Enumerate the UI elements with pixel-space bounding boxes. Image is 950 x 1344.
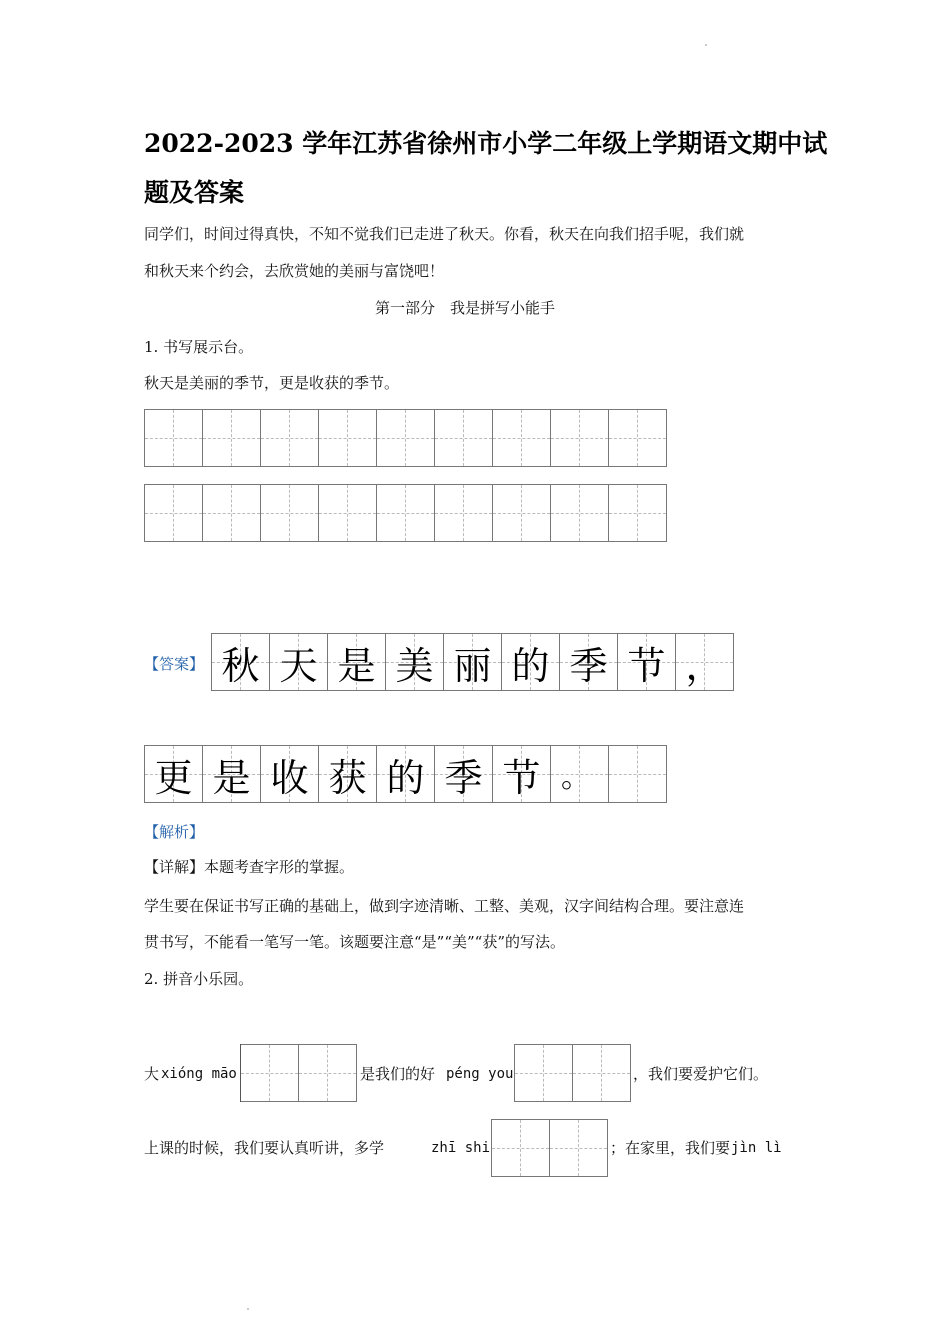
answer-cell [502, 633, 560, 691]
pinyin-answer-box-1 [240, 1044, 357, 1102]
grid-cell[interactable] [299, 1044, 357, 1102]
pinyin-answer-box-2 [514, 1044, 631, 1102]
q2-line2-prefix: 上课的时候，我们要认真听讲，多学 [144, 1139, 385, 1157]
answer-char: 。 [561, 760, 591, 795]
q2-pinyin-xiongmao: xióng māo [161, 1066, 237, 1082]
question-1-sentence: 秋天是美丽的季节，更是收获的季节。 [144, 374, 400, 392]
answer-char: 更 [154, 755, 193, 800]
answer-char: 秋 [221, 643, 260, 688]
grid-cell[interactable] [515, 1044, 573, 1102]
writing-grid-row-1 [144, 409, 667, 467]
answer-cell [377, 745, 435, 803]
grid-cell[interactable] [551, 484, 609, 542]
answer-char: ， [685, 643, 724, 688]
answer-cell [328, 633, 386, 691]
grid-cell[interactable] [203, 409, 261, 467]
writing-grid-row-2 [144, 484, 667, 542]
answer-cell [261, 745, 319, 803]
grid-cell[interactable] [435, 484, 493, 542]
grid-cell[interactable] [145, 409, 203, 467]
answer-char: 的 [511, 643, 550, 688]
grid-cell[interactable] [609, 409, 667, 467]
page-title-line2: 题及答案 [144, 178, 245, 207]
grid-cell[interactable] [241, 1044, 299, 1102]
answer-cell [212, 633, 270, 691]
answer-char: 是 [212, 755, 251, 800]
answer-cell [618, 633, 676, 691]
explanation-line-1: 学生要在保证书写正确的基础上，做到字迹清晰、工整、美观，汉字间结构合理。要注意连 [144, 897, 745, 915]
answer-cell [493, 745, 551, 803]
answer-cell [319, 745, 377, 803]
grid-cell[interactable] [377, 484, 435, 542]
grid-cell[interactable] [493, 484, 551, 542]
question-2-label: 2. 拼音小乐园。 [144, 970, 254, 988]
grid-cell[interactable] [550, 1119, 608, 1177]
grid-cell[interactable] [319, 409, 377, 467]
answer-cell [145, 745, 203, 803]
answer-grid-row-2 [144, 745, 667, 803]
intro-line-1: 同学们，时间过得真快，不知不觉我们已走进了秋天。你看，秋天在向我们招手呢，我们就 [144, 225, 745, 243]
answer-char: 季 [569, 643, 608, 688]
answer-char: 美 [395, 643, 434, 688]
answer-cell [203, 745, 261, 803]
grid-cell[interactable] [435, 409, 493, 467]
answer-char: 节 [502, 755, 541, 800]
q2-line1-mid: 是我们的好 [360, 1065, 436, 1083]
answer-char: 收 [270, 755, 309, 800]
grid-cell[interactable] [377, 409, 435, 467]
grid-cell[interactable] [492, 1119, 550, 1177]
answer-label: 【答案】 [144, 655, 205, 673]
grid-cell[interactable] [551, 409, 609, 467]
q2-line2-mid: ；在家里，我们要 [610, 1139, 731, 1157]
page-title-line1: 2022-2023 学年江苏省徐州市小学二年级上学期语文期中试 [144, 129, 828, 158]
answer-cell [609, 745, 667, 803]
detail-line: 【详解】本题考查字形的掌握。 [144, 858, 355, 876]
answer-char: 节 [627, 643, 666, 688]
q2-line1-prefix: 大 [144, 1065, 160, 1083]
answer-cell [435, 745, 493, 803]
grid-cell[interactable] [145, 484, 203, 542]
pinyin-answer-box-3 [491, 1119, 608, 1177]
analysis-label: 【解析】 [144, 823, 205, 841]
explanation-line-2: 贯书写，不能看一笔写一笔。该题要注意“是”“美”“获”的写法。 [144, 933, 566, 951]
grid-cell[interactable] [203, 484, 261, 542]
grid-cell[interactable] [319, 484, 377, 542]
question-1-label: 1. 书写展示台。 [144, 338, 254, 356]
answer-char: 天 [279, 643, 318, 688]
q2-pinyin-zhishi: zhī shi [431, 1140, 491, 1156]
grid-cell[interactable] [261, 409, 319, 467]
answer-cell [270, 633, 328, 691]
answer-cell [560, 633, 618, 691]
grid-cell[interactable] [261, 484, 319, 542]
answer-char: 丽 [453, 643, 492, 688]
grid-cell[interactable] [573, 1044, 631, 1102]
answer-grid-row-1 [211, 633, 734, 691]
q2-pinyin-pengyou: péng you [446, 1066, 514, 1082]
speck [247, 1308, 249, 1310]
section-heading: 第一部分 我是拼写小能手 [375, 299, 556, 317]
answer-cell [386, 633, 444, 691]
grid-cell[interactable] [609, 484, 667, 542]
q2-line1-suffix: ，我们要爱护它们。 [633, 1065, 769, 1083]
q2-pinyin-jinli: jìn lì [731, 1140, 782, 1156]
answer-cell [551, 745, 609, 803]
answer-char: 是 [337, 643, 376, 688]
answer-cell [676, 633, 734, 691]
grid-cell[interactable] [493, 409, 551, 467]
speck [705, 44, 707, 46]
answer-char: 季 [444, 755, 483, 800]
answer-cell [444, 633, 502, 691]
answer-char: 获 [328, 755, 367, 800]
intro-line-2: 和秋天来个约会，去欣赏她的美丽与富饶吧！ [144, 262, 445, 280]
answer-char: 的 [386, 755, 425, 800]
